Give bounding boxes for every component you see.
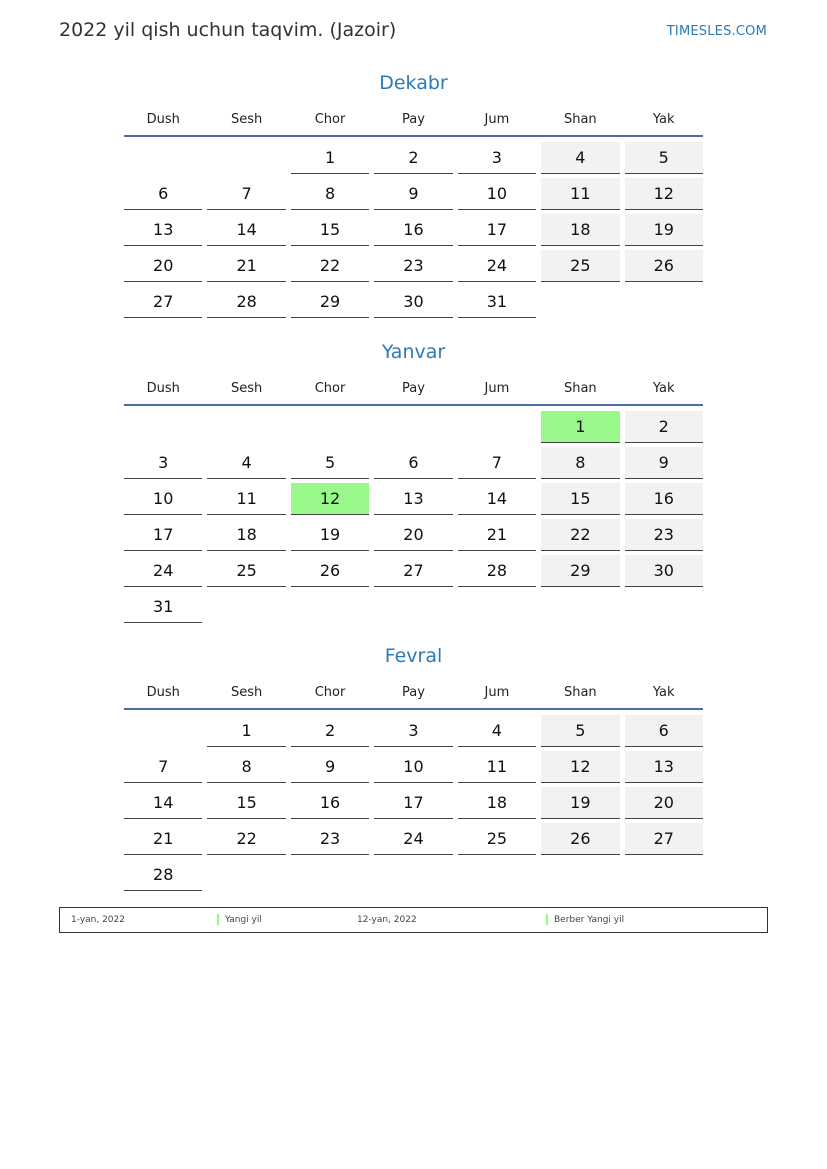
- day-cell: 21: [458, 519, 536, 551]
- day-cell: 18: [458, 787, 536, 819]
- day-cell: 23: [291, 823, 369, 855]
- day-cell: 6: [374, 447, 452, 479]
- day-cell: 16: [291, 787, 369, 819]
- empty-day-cell: [458, 411, 536, 442]
- day-cell: 30: [374, 286, 452, 318]
- day-cell: 8: [541, 447, 619, 479]
- day-cell: 13: [625, 751, 703, 783]
- day-cell: 6: [124, 178, 202, 210]
- day-cell: 1: [207, 715, 285, 747]
- weekday-label: Pay: [402, 684, 425, 700]
- legend-marker-1: [217, 914, 219, 925]
- week-row: [124, 859, 703, 891]
- day-cell: 31: [458, 286, 536, 318]
- empty-day-cell: [207, 591, 285, 622]
- weekday-label: Sesh: [231, 111, 263, 127]
- day-cell: 28: [207, 286, 285, 318]
- day-cell: 7: [458, 447, 536, 479]
- weekday-label: Chor: [314, 111, 346, 127]
- weekday-label: Jum: [484, 684, 510, 700]
- day-cell: 2: [291, 715, 369, 747]
- page-title: 2022 yil qish uchun taqvim. (Jazoir): [59, 19, 397, 41]
- day-cell: 11: [207, 483, 285, 515]
- day-cell: 25: [207, 555, 285, 587]
- day-cell: 27: [374, 555, 452, 587]
- week-row: [124, 250, 703, 282]
- day-cell: 15: [541, 483, 619, 515]
- week-row: [124, 715, 703, 747]
- empty-day-cell: [374, 591, 452, 622]
- week-row: [124, 214, 703, 246]
- week-row: [124, 823, 703, 855]
- weekday-label: Sesh: [231, 684, 263, 700]
- day-cell: 2: [625, 411, 703, 443]
- day-cell: 16: [374, 214, 452, 246]
- day-cell: 7: [207, 178, 285, 210]
- holiday-legend: [59, 907, 768, 933]
- month-fevral: [124, 642, 703, 895]
- week-row: [124, 555, 703, 587]
- empty-day-cell: [374, 411, 452, 442]
- day-cell: 20: [124, 250, 202, 282]
- day-cell: 4: [541, 142, 619, 174]
- day-cell: 8: [291, 178, 369, 210]
- day-cell: 30: [625, 555, 703, 587]
- empty-day-cell: [124, 715, 202, 746]
- weekday-label: Pay: [402, 111, 425, 127]
- day-cell: 2: [374, 142, 452, 174]
- day-cell: 20: [374, 519, 452, 551]
- day-cell: 24: [374, 823, 452, 855]
- legend-marker-2: [546, 914, 548, 925]
- empty-day-cell: [541, 859, 619, 890]
- week-row: [124, 447, 703, 479]
- day-cell: 20: [625, 787, 703, 819]
- weekday-header-row: [124, 374, 703, 406]
- weeks-grid: [124, 715, 703, 891]
- weekday-label: Yak: [652, 111, 675, 127]
- week-row: [124, 591, 703, 623]
- weekday-label: Dush: [146, 111, 180, 127]
- legend-holiday-2: Berber Yangi yil: [554, 915, 625, 925]
- week-row: [124, 178, 703, 210]
- weekday-label: Jum: [484, 111, 510, 127]
- day-cell: 1: [291, 142, 369, 174]
- week-row: [124, 787, 703, 819]
- week-row: [124, 286, 703, 318]
- legend-date-1: 1-yan, 2022: [71, 915, 125, 925]
- weeks-grid: [124, 411, 703, 623]
- weekday-label: Jum: [484, 380, 510, 396]
- week-row: [124, 519, 703, 551]
- empty-day-cell: [625, 859, 703, 890]
- day-cell: 27: [124, 286, 202, 318]
- day-cell: 26: [541, 823, 619, 855]
- day-cell: 3: [374, 715, 452, 747]
- day-cell: 12: [541, 751, 619, 783]
- day-cell: 26: [291, 555, 369, 587]
- day-cell: 21: [207, 250, 285, 282]
- week-row: [124, 411, 703, 443]
- weekday-label: Sesh: [231, 380, 263, 396]
- weekday-label: Yak: [652, 684, 675, 700]
- day-cell: 9: [291, 751, 369, 783]
- day-cell: 22: [207, 823, 285, 855]
- day-cell: 24: [124, 555, 202, 587]
- day-cell: 10: [458, 178, 536, 210]
- day-cell: 13: [374, 483, 452, 515]
- day-cell: 5: [291, 447, 369, 479]
- day-cell: 7: [124, 751, 202, 783]
- empty-day-cell: [124, 411, 202, 442]
- weeks-grid: [124, 142, 703, 318]
- day-cell: 12: [291, 483, 369, 515]
- empty-day-cell: [207, 859, 285, 890]
- weekday-label: Pay: [402, 380, 425, 396]
- empty-day-cell: [207, 142, 285, 173]
- weekday-label: Shan: [563, 380, 597, 396]
- day-cell: 15: [207, 787, 285, 819]
- day-cell: 23: [374, 250, 452, 282]
- day-cell: 3: [458, 142, 536, 174]
- day-cell: 19: [541, 787, 619, 819]
- empty-day-cell: [291, 411, 369, 442]
- day-cell: 10: [124, 483, 202, 515]
- weekday-label: Chor: [314, 380, 346, 396]
- month-title: Yanvar: [381, 341, 446, 363]
- day-cell: 11: [541, 178, 619, 210]
- day-cell: 12: [625, 178, 703, 210]
- day-cell: 3: [124, 447, 202, 479]
- empty-day-cell: [625, 286, 703, 317]
- weekday-label: Dush: [146, 380, 180, 396]
- day-cell: 29: [291, 286, 369, 318]
- day-cell: 1: [541, 411, 619, 443]
- empty-day-cell: [207, 411, 285, 442]
- day-cell: 13: [124, 214, 202, 246]
- weekday-label: Shan: [563, 684, 597, 700]
- empty-day-cell: [291, 859, 369, 890]
- weekday-header-row: [124, 105, 703, 137]
- day-cell: 23: [625, 519, 703, 551]
- day-cell: 5: [625, 142, 703, 174]
- day-cell: 15: [291, 214, 369, 246]
- weekday-label: Chor: [314, 684, 346, 700]
- empty-day-cell: [374, 859, 452, 890]
- day-cell: 17: [458, 214, 536, 246]
- day-cell: 16: [625, 483, 703, 515]
- legend-date-2: 12-yan, 2022: [357, 915, 417, 925]
- empty-day-cell: [291, 591, 369, 622]
- day-cell: 25: [541, 250, 619, 282]
- day-cell: 17: [124, 519, 202, 551]
- weekday-label: Yak: [652, 380, 675, 396]
- day-cell: 26: [625, 250, 703, 282]
- day-cell: 9: [625, 447, 703, 479]
- weekday-label: Dush: [146, 684, 180, 700]
- day-cell: 21: [124, 823, 202, 855]
- day-cell: 9: [374, 178, 452, 210]
- day-cell: 14: [124, 787, 202, 819]
- day-cell: 25: [458, 823, 536, 855]
- month-title: Fevral: [384, 645, 443, 667]
- site-link[interactable]: TIMESLES.COM: [666, 24, 767, 39]
- day-cell: 28: [458, 555, 536, 587]
- weekday-label: Shan: [563, 111, 597, 127]
- empty-day-cell: [458, 591, 536, 622]
- day-cell: 17: [374, 787, 452, 819]
- day-cell: 14: [207, 214, 285, 246]
- day-cell: 8: [207, 751, 285, 783]
- day-cell: 14: [458, 483, 536, 515]
- day-cell: 29: [541, 555, 619, 587]
- month-yanvar: [124, 338, 703, 627]
- day-cell: 4: [207, 447, 285, 479]
- week-row: [124, 751, 703, 783]
- day-cell: 18: [541, 214, 619, 246]
- day-cell: 6: [625, 715, 703, 747]
- day-cell: 22: [541, 519, 619, 551]
- day-cell: 24: [458, 250, 536, 282]
- day-cell: 18: [207, 519, 285, 551]
- empty-day-cell: [458, 859, 536, 890]
- day-cell: 4: [458, 715, 536, 747]
- empty-day-cell: [625, 591, 703, 622]
- day-cell: 19: [291, 519, 369, 551]
- weekday-header-row: [124, 678, 703, 710]
- day-cell: 10: [374, 751, 452, 783]
- day-cell: 28: [124, 859, 202, 891]
- legend-holiday-1: Yangi yil: [225, 915, 262, 925]
- day-cell: 5: [541, 715, 619, 747]
- week-row: [124, 483, 703, 515]
- empty-day-cell: [124, 142, 202, 173]
- month-dekabr: [124, 69, 703, 322]
- day-cell: 19: [625, 214, 703, 246]
- empty-day-cell: [541, 591, 619, 622]
- week-row: [124, 142, 703, 174]
- day-cell: 27: [625, 823, 703, 855]
- day-cell: 11: [458, 751, 536, 783]
- day-cell: 22: [291, 250, 369, 282]
- day-cell: 31: [124, 591, 202, 623]
- empty-day-cell: [541, 286, 619, 317]
- month-title: Dekabr: [379, 72, 448, 94]
